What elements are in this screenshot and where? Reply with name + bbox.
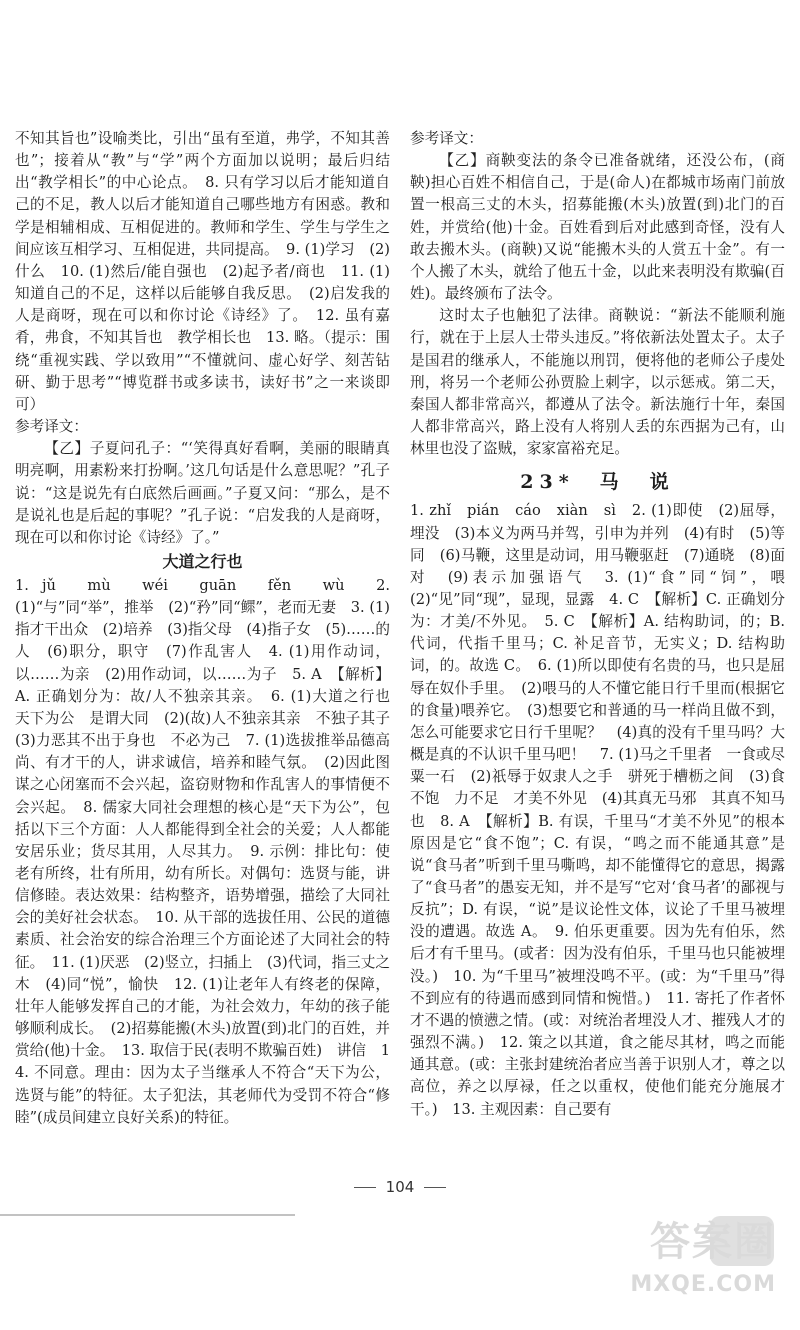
watermark — [582, 1212, 782, 1312]
section-title: 23* 马 说 — [520, 471, 675, 494]
answer-paragraph: 1. zhǐ pián cáo xiàn sì 2. (1)即使 (2)屈辱，埋没 (3)本义为两马并驾，引申为并列 (4)有时 (5)等同 (6)马鞭，这里是动词，用马鞭驱赶 (7)通晓 (8)面对 (9)表示加强语气 3. (1)“食”同“饲”，喂 (2)“见”同“现”，显现，显露 4. C 【解析】C. 正确划分为：才美/不外见。 5. C 【解析】A. 结构助词，的；B. 代词，代指千里马；C. 补足音节，无实义；D. 结构助词，的。故选 C。 6. (1)所以即使有名贵的马，也只是屈辱在奴仆手里。 (2)喂马的人不懂它能日行千里而(根据它的食量)喂养它。 (3)想要它和普通的马一样尚且做不到，怎么可能要求它日行千里呢？ (4)真的没有千里马吗？大概是真的不认识千里马吧！ 7. (1)马之千里者 一食或尽粟一石 (2)祇辱于奴隶人之手 骈死于槽枥之间 (3)食不饱 力不足 才美不外见 (4)其真无马邪 其真不知马也 8. A 【解析】B. 有误，千里马“才美不外见”的根本原因是它“食不饱”；C. 有误，“鸣之而不能通其意”是说“食马者”听到千里马嘶鸣，却不能懂得它的意思，揭露了“食马者”的愚妄无知，并不是写“它对‘食马者’的鄙视与反抗”；D. 有误，“说”是议论性文体，议论了千里马被埋没的遭遇。故选 A。 9. 伯乐更重要。因为先有伯乐，然后才有千里马。(或者：因为没有伯乐，千里马也只能被埋没。) 10. 为“千里马”被埋没鸣不平。(或：为“千里马”得不到应有的待遇而感到同情和惋惜。) 11. 寄托了作者怀才不遇的愤懑之情。(或：对统治者埋没人才、摧残人才的强烈不满。) 12. 策之以其道，食之能尽其材，鸣之而能通其意。(或：主张封建统治者应当善于识别人才，尊之以高位，养之以厚禄，任之以重权，使他们能充分施展才干。) 13. 主观因素：自己要有 — [410, 502, 800, 1118]
translation-paragraph: 这时太子也触犯了法律。商鞅说：“新法不能顺利施行，就在于上层人士带头违反。”将依新法处置太子。太子是国君的继承人，不能施以刑罚，便将他的老师公子虔处刑，将另一个老师公孙贾脸上刺字，以示惩戒。第二天，秦国人都非常高兴，都遵从了法令。新法施行十年，秦国人都非常高兴，路上没有人将别人丢的东西据为己有，山林里也没了盗贼，家家富裕充足。 — [410, 307, 785, 458]
answer-paragraph: 1. jǔ mù wéi guān fěn wù 2. (1)“与”同“举”，推举 (2)“矜”同“鳏”，老而无妻 3. (1)指才干出众 (2)培养 (3)指父母 (4)指子女 (5)……的人 (6)职分，职守 (7)作乱害人 4. (1)用作动词，以……为亲 (2)用作动词，以……为子 5. A 【解析】A. 正确划分为：故/人不独亲其亲。 6. (1)大道之行也 天下为公 是谓大同 (2)(故)人不独亲其亲 不独子其子 (3)力恶其不出于身也 不必为己 7. (1)选拔推举品德高尚、有才干的人，讲求诚信，培养和睦气氛。 (2)因此图谋之心闭塞而不会兴起，盗窃财物和作乱害人的事情便不会兴起。 8. 儒家大同社会理想的核心是“天下为公”，包括以下三个方面：人人都能得到全社会的关爱；人人都能安居乐业；货尽其用，人尽其力。 9. 示例：排比句：使老有所终，壮有所用，幼有所长。对偶句：选贤与能，讲信修睦。表达效果：结构整齐，语势增强，描绘了大同社会的美好社会状态。 10. 从干部的选拔任用、公民的道德素质、社会治安的综合治理三个方面论述了大同社会的特征。 11. (1)厌恶 (2)竖立，扫插上 (3)代词，指三丈之木 (4)同“悦”，愉快 12. (1)让老年人有终老的保障，壮年人能够发挥自己的才能，为社会效力，年幼的孩子能够顺利成长。 (2)招募能搬(木头)放置(到)北门的百姓，并赏给(他)十金。 13. 取信于民(表明不欺骗百姓) 讲信 14. 不同意。理由：因为太子当继承人不符合“天下为公，选贤与能”的特征。太子犯法，其老师代为受罚不符合“修睦”(成员间建立良好关系)的特征。 — [15, 576, 405, 1126]
answer-paragraph: 不知其旨也”设喻类比，引出“虽有至道，弗学，不知其善也”；接着从“教”与“学”两个方面加以说明；最后归结出“教学相长”的中心论点。 8. 只有学习以后才能知道自己的不足，教人以后才能知道自己哪些地方有困惑。教和学是相辅相成、互相促进的。教师和学生、学生与学生之间应该互相学习、互相促进，共同提高。 9. (1)学习 (2)什么 10. (1)然后/能自强也 (2)起予者/商也 11. (1)知道自己的不足，这样以后能够自我反思。 (2)启发我的人是商呀，现在可以和你讨论《诗经》了。 12. 虽有嘉肴，弗食，不知其旨也 教学相长也 13. 略。（提示：围绕“重视实践、学以致用”“不懂就问、虚心好学、刻苦钻研、勤于思考”“博览群书或多读书，读好书”之一来谈即可） — [15, 130, 390, 413]
divider — [424, 1187, 446, 1188]
translation-paragraph: 【乙】子夏问孔子：“‘笑得真好看啊，美丽的眼睛真明亮啊，用素粉来打扮啊。’这几句话是什么意思呢？”孔子说：“这是说先有白底然后画画。”子夏又问：“那么，是不是说礼也是后起的事呢？”孔子说：“启发我的人是商呀，现在可以和你讨论《诗经》了。” — [15, 440, 390, 546]
reference-label: 参考译文： — [410, 130, 483, 147]
reference-label: 参考译文： — [15, 418, 88, 436]
translation-paragraph: 【乙】商鞅变法的条令已准备就绪，还没公布，(商鞅)担心百姓不相信自己，于是(命人)在都城市场南门前放置一根高三丈的木头，招募能搬(木头)放置(到)北门的百姓，并赏给(他)十金。百姓看到后对此感到奇怪，没有人敢去搬木头。(商鞅)又说“能搬木头的人赏五十金”。有一个人搬了木头，就给了他五十金，以此来表明没有欺骗(百姓)。最终颁布了法令。 — [410, 152, 785, 303]
page-number-text: 104 — [385, 1178, 415, 1196]
section-title: 大道之行也 — [162, 551, 243, 571]
left-column — [15, 128, 405, 1129]
watermark-logo: 答案圈 — [650, 1219, 776, 1265]
divider — [354, 1187, 376, 1188]
right-column — [410, 128, 800, 1121]
watermark-site: MXQE.COM — [630, 1272, 776, 1297]
scan-edge-line — [0, 1214, 295, 1216]
page-number — [0, 1178, 800, 1196]
